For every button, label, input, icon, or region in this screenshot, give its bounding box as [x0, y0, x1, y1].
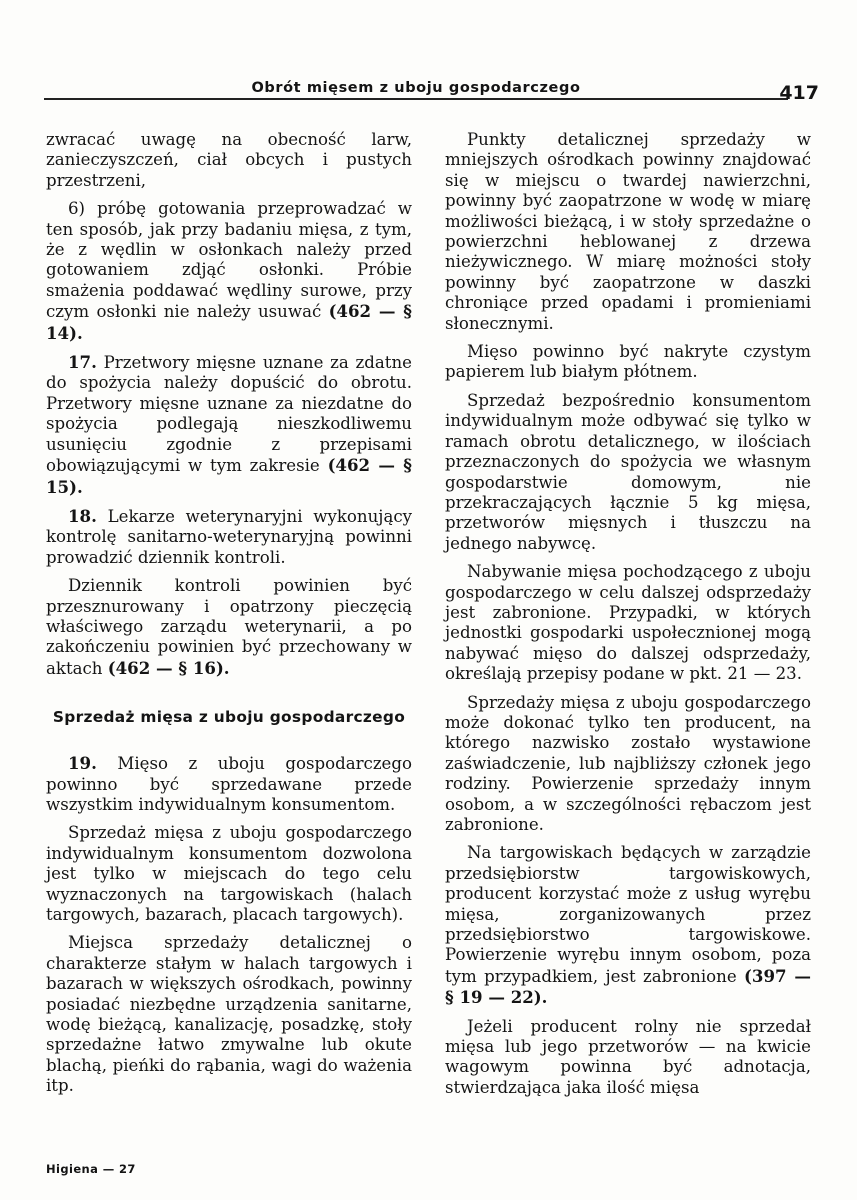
paragraph — [445, 1017, 811, 1099]
paragraph-text: Na targowiskach będących w zarządzie przedsiębiorstw targowiskowych, producent korzystać może z usług wyrębu mięsa, zorganizowanych przez przedsiębiorstwo targowiskowe. Powierzenie wyrębu innym osobom, poza tym przypadkiem, jest zabronione — [445, 843, 811, 986]
paragraph — [46, 576, 412, 679]
paragraph-text: Lekarze weterynaryjni wykonujący kontrolę sanitarno-weterynaryjną powinni prowadzić dziennik kontroli. — [46, 506, 412, 567]
paragraph-number: 19. — [68, 753, 97, 774]
paragraph — [46, 933, 412, 1096]
paragraph — [445, 342, 811, 383]
paragraph-text: Miejsca sprzedaży detalicznej o charakterze stałym w halach targowych i bazarach w większych ośrodkach, powinny posiadać niezbędne urządzenia sanitarne, wodę bieżącą, kanalizację, posadzkę, stoły sprzedażne łatwo zmywalne lub okute blachą, pieńki do rąbania, wagi do ważenia itp. — [46, 933, 412, 1096]
paragraph — [445, 693, 811, 836]
page-number: 417 — [779, 82, 819, 104]
paragraph — [46, 130, 412, 191]
section-heading: Sprzedaż mięsa z uboju gospodarczego — [52, 708, 406, 727]
paragraph-text: Sprzedaż mięsa z uboju gospodarczego indywidualnym konsumentom dozwolona jest tylko w miejscach do tego celu wyznaczonych na targowiskach (halach targowych, bazarach, placach targowych). — [46, 823, 412, 924]
paragraph-text: Jeżeli producent rolny nie sprzedał mięsa lub jego przetworów — na kwicie wagowym powinna być adnotacja, stwierdzająca jaka ilość mięsa — [445, 1016, 811, 1097]
paragraph-text: Mięso powinno być nakryte czystym papierem lub białym płótnem. — [445, 342, 811, 382]
legal-reference: (462 — § 16). — [107, 657, 230, 678]
paragraph-text: Nabywanie mięsa pochodzącego z uboju gospodarczego w celu dalszej odsprzedaży jest zabronione. Przypadki, w których jednostki gospodarki uspołecznionej mogą nabywać mięso do dalszej odsprzedaży, określają przepisy podane w pkt. 21 — 23. — [445, 562, 811, 684]
running-header — [44, 74, 788, 100]
paragraph-text: Mięso z uboju gospodarczego powinno być sprzedawane przede wszystkim indywidualnym konsumentom. — [46, 754, 412, 814]
numbered-paragraph — [46, 506, 412, 568]
right-column — [445, 130, 811, 1106]
paragraph-text: 6) próbę gotowania przeprowadzać w ten sposób, jak przy badaniu mięsa, z tym, że z wędlin w osłonkach należy przed gotowaniem zdjąć osłonki. Próbie smażenia poddawać wędliny surowe, przy czym osłonki nie należy usuwać — [46, 199, 412, 322]
paragraph-number: 18. — [68, 505, 97, 526]
left-column — [46, 130, 412, 1105]
paragraph-number: 17. — [68, 352, 97, 373]
paragraph — [445, 843, 811, 1008]
paragraph — [445, 562, 811, 684]
numbered-paragraph — [46, 753, 412, 815]
paragraph — [445, 391, 811, 554]
legal-reference: (397 — § 19 — 22). — [445, 965, 811, 1008]
paragraph-text: zwracać uwagę na obecność larw, zanieczyszczeń, ciał obcych i pustych przestrzeni, — [46, 130, 412, 190]
running-title: Obrót mięsem z uboju gospodarczego — [251, 80, 581, 96]
paragraph-text: Sprzedaż bezpośrednio konsumentom indywidualnym może odbywać się tylko w ramach obrotu detalicznego, w ilościach przeznaczonych do spożycia we własnym gospodarstwie domowym, nie przekraczających łącznie 5 kg mięsa, przetworów mięsnych i tłuszczu na jednego nabywcę. — [445, 390, 811, 553]
numbered-paragraph — [46, 352, 412, 498]
signature-mark: Higiena — 27 — [46, 1162, 136, 1176]
legal-reference: (462 — § 15). — [46, 455, 412, 497]
paragraph-text: Przetwory mięsne uznane za zdatne do spożycia należy dopuścić do obrotu. Przetwory mięsne uznane za niezdatne do spożycia podlegają nieszkodliwemu usunięciu zgodnie z przepisami obowiązującymi w tym zakresie — [46, 353, 412, 476]
paragraph-text: Dziennik kontroli powinien być przesznurowany i opatrzony pieczęcią właściwego zarządu weterynarii, a po zakończeniu powinien być przechowany w aktach — [46, 576, 412, 678]
paragraph — [46, 199, 412, 344]
paragraph-text: Punkty detalicznej sprzedaży w mniejszych ośrodkach powinny znajdować się w miejscu o twardej nawierzchni, powinny być zaopatrzone w wodę w miarę możliwości bieżącą, i w stoły sprzedażne o powierzchni heblowanej z drzewa nieżywicznego. W miarę możności stoły powinny być zaopatrzone w daszki chroniące przed opadami i promieniami słonecznymi. — [445, 130, 811, 333]
paragraph — [445, 130, 811, 334]
paragraph-text: Sprzedaży mięsa z uboju gospodarczego może dokonać tylko ten producent, na którego nazwisko zostało wystawione zaświadczenie, lub najbliższy członek jego rodziny. Powierzenie sprzedaży innym osobom, a w szczególności rębaczom jest zabronione. — [445, 692, 811, 834]
paragraph — [46, 823, 412, 925]
legal-reference: (462 — § 14). — [46, 301, 412, 343]
